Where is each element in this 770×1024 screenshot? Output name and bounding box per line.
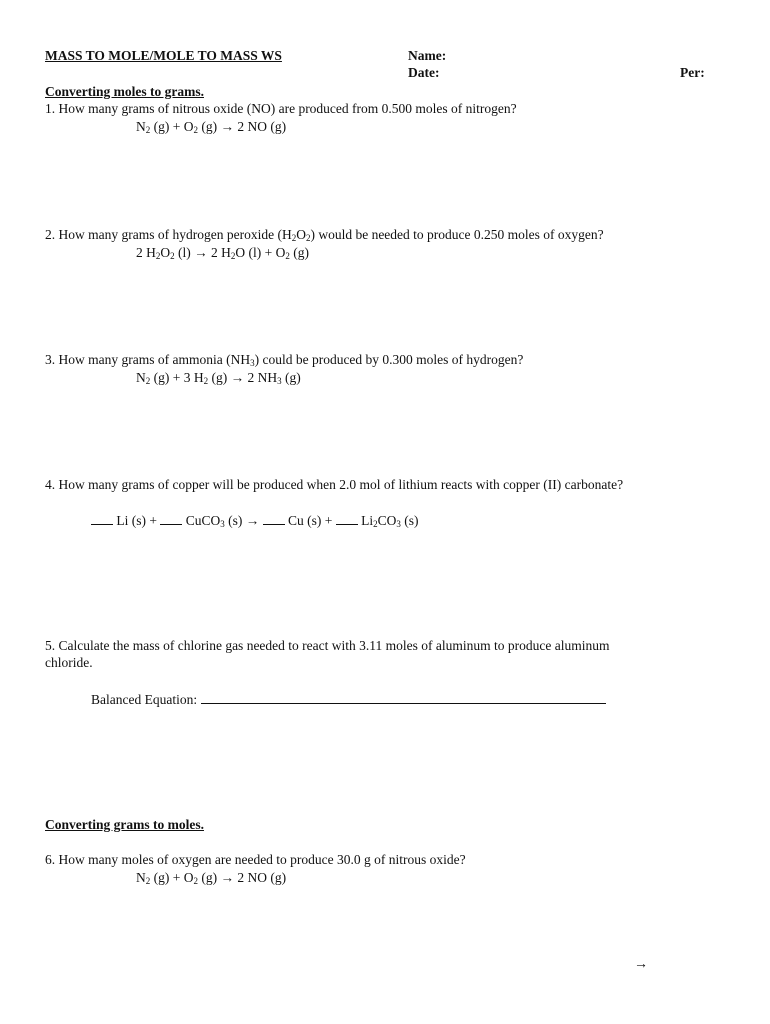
equation-1: $N_2$ $(g) + O_2$ (g) → 2 NO (g) (136, 119, 287, 135)
question-5-line-2: chloride. (45, 655, 93, 670)
coefficient-blank[interactable] (336, 513, 358, 525)
section-heading-moles-to-grams: Converting moles to grams. (45, 84, 204, 99)
question-6: 6. How many moles of oxygen are needed to produce 30.0 g of nitrous oxide? (45, 852, 466, 867)
question-4: 4. How many grams of copper will be produced when 2.0 mol of lithium reacts with copper (II) carbonate? (45, 477, 624, 492)
question-3: 3. How many grams of ammonia $(NH_3)$ could be produced by 0.300 moles of hydrogen? (45, 352, 524, 368)
equation-6: $N_2$ $(g) + O_2$ (g) → 2 NO (g) (136, 870, 287, 886)
equation-2: 2 $H_2O_2$ (l) → 2 $H_2O$ $(l) + O_2$ (g) (136, 245, 309, 261)
balanced-equation-row (91, 691, 606, 708)
period-label: Per: (680, 65, 705, 80)
coefficient-blank[interactable] (263, 513, 285, 525)
question-2: 2. How many grams of hydrogen peroxide $(H_2O_2)$ would be needed to produce 0.250 moles of oxygen? (45, 227, 604, 243)
coefficient-blank[interactable] (91, 513, 113, 525)
balanced-equation-label: Balanced Equation: (91, 692, 198, 707)
equation-3: $N_2$ (g) + 3 $H_2$ (g) → 2 $NH_3$ (g) (136, 370, 301, 386)
question-1: 1. How many grams of nitrous oxide (NO) are produced from 0.500 moles of nitrogen? (45, 101, 517, 116)
question-5-line-1: 5. Calculate the mass of chlorine gas needed to react with 3.11 moles of aluminum to produce aluminum (45, 638, 610, 653)
name-label: Name: (408, 48, 447, 63)
date-label: Date: (408, 65, 440, 80)
coefficient-blank[interactable] (160, 513, 182, 525)
continue-arrow-icon: → (634, 957, 648, 972)
balanced-equation-line[interactable] (201, 691, 606, 704)
worksheet-title: MASS TO MOLE/MOLE TO MASS WS (45, 48, 282, 63)
equation-4: Li (s) + CuCO$_3$ (s) → Cu $(s) + Li_2CO_3$ (s) (91, 513, 419, 529)
section-heading-grams-to-moles: Converting grams to moles. (45, 817, 204, 832)
